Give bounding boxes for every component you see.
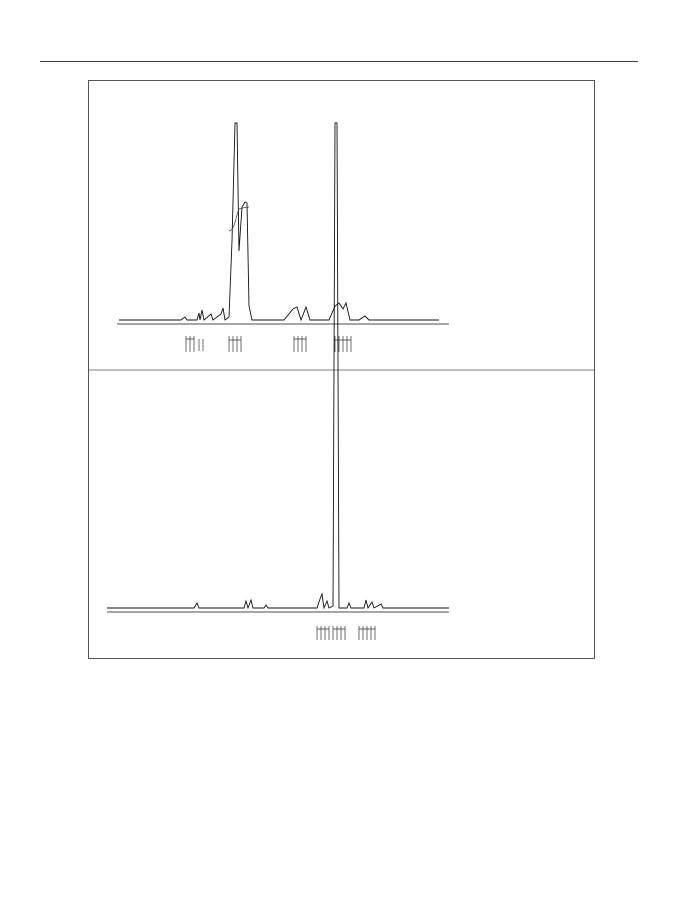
bottom-spectrum <box>107 123 449 640</box>
top-spectrum <box>117 123 449 352</box>
top-spectrum-trace <box>119 123 439 320</box>
figure-5-nmr <box>88 80 595 659</box>
header-rule <box>40 61 638 62</box>
bottom-spectrum-trace <box>107 123 449 608</box>
figure-caption <box>40 672 640 686</box>
bottom-integration-marks <box>317 626 375 640</box>
nmr-spectra <box>89 81 594 658</box>
top-integration-marks <box>186 336 351 352</box>
